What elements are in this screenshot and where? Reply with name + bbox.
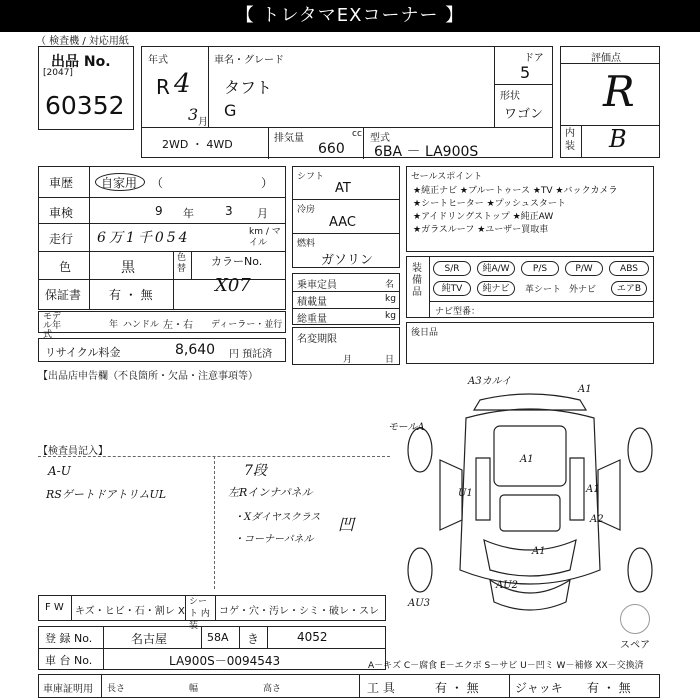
doors-label: ドア — [524, 53, 544, 64]
registration-label: 登 録 No. — [45, 632, 93, 645]
capacity-unit: 名 — [385, 280, 395, 290]
equipment-label: 装備品 — [412, 263, 422, 298]
load-unit: kg — [385, 294, 396, 304]
interior-label: 内装 — [565, 128, 575, 152]
history-value: 自家用 — [101, 176, 138, 190]
body-value: ワゴン — [504, 107, 544, 122]
diagram-mark-right-door: A1 — [586, 484, 600, 495]
equip-aw: 純A/W — [477, 261, 515, 276]
recycle-row — [38, 338, 286, 362]
jack-value: 有 ・ 無 — [587, 681, 631, 695]
history-label: 車歴 — [49, 176, 74, 190]
tool-value: 有 ・ 無 — [435, 681, 479, 695]
handle-label: ハンドル — [123, 320, 160, 330]
selling-point-2: ★シートヒーター ★プッシュスタート — [413, 199, 566, 209]
equip-ext-navi: 外ナビ — [569, 285, 597, 295]
inspector-label: 【検査員記入】 — [38, 446, 108, 457]
notes-label: 【出品店申告欄（不良箇所・欠品・注意事項等） — [38, 371, 258, 382]
inspector-note-7: 7段 — [244, 463, 267, 479]
warranty-label: 保証書 — [45, 288, 82, 302]
model-label: 型式 — [370, 133, 390, 144]
displacement-unit: cc — [352, 129, 362, 139]
month-value: 3 — [188, 105, 199, 124]
score-box — [560, 46, 660, 158]
fuel-label: 燃料 — [297, 239, 316, 249]
model-year-unit: 年 — [109, 320, 119, 330]
capacity-label: 乗車定員 — [297, 280, 337, 291]
load-label: 積載量 — [297, 297, 327, 308]
inspection-year: 9 — [155, 204, 163, 218]
cert-width: 幅 — [189, 684, 199, 694]
shift-value: AT — [335, 181, 351, 196]
jack-label: ジャッキ — [515, 681, 563, 695]
fw-value: キズ・ヒビ・石・割レ X — [75, 606, 185, 617]
diagram-mark-roof: A1 — [520, 454, 534, 465]
registration-number: 4052 — [297, 630, 328, 644]
lot-number: 60352 — [45, 91, 125, 120]
seat-value: コゲ・穴・汚レ・シミ・破レ・スレ — [219, 606, 379, 617]
chassis-label: 車 台 No. — [45, 654, 93, 667]
fw-label: F W — [45, 602, 64, 613]
drive-type: 2WD ・ 4WD — [162, 138, 233, 151]
inspection-year-unit: 年 — [183, 207, 194, 220]
recycle-unit: 円 預託済 — [229, 349, 273, 360]
year-label: 年式 — [148, 55, 168, 66]
top-note: （ 検査機 / 対応用紙 — [36, 36, 129, 47]
inspector-note-1: A-U — [48, 464, 71, 478]
color-value: 黒 — [121, 260, 135, 276]
mileage-unit: km / マイル — [249, 227, 281, 248]
lot-tag: [2047] — [43, 68, 73, 78]
weight-unit: kg — [385, 311, 396, 321]
banner-title: 【 トレタマEXコーナー 】 — [0, 0, 700, 32]
inspector-note-4: ・Xダイヤスクラス — [234, 512, 321, 523]
month-unit: 月 — [198, 117, 208, 128]
score-value: R — [603, 67, 635, 116]
diagram-mark-molding: モールA — [388, 422, 425, 433]
inspector-note-3: 左Rインナパネル — [228, 486, 313, 499]
car-name-label: 車名・グレード — [214, 55, 284, 66]
interior-value: B — [609, 125, 627, 153]
car-name: タフト — [224, 78, 273, 97]
diagram-mark-left-door: U1 — [458, 488, 473, 499]
recycle-value: 8,640 — [175, 342, 216, 358]
diagram-mark-rear-right: A1 — [578, 384, 592, 395]
name-change-box — [292, 327, 400, 365]
mileage-label: 走行 — [49, 232, 74, 246]
equip-ps: P/S — [521, 261, 559, 276]
selling-point-1: ★純正ナビ ★ブルートゥース ★TV ★バックカメラ — [413, 186, 618, 196]
vehicle-info-table — [38, 166, 286, 310]
inspector-note-2: RSゲートドアトリムUL — [46, 488, 167, 501]
cert-height: 高さ — [263, 684, 282, 694]
fw-seat-row — [38, 595, 386, 631]
displacement-value: 660 — [318, 141, 345, 157]
inspector-note-6: 凹 — [338, 515, 355, 534]
model-year-label: モデル年式 — [43, 312, 62, 340]
spare-tire-icon — [620, 604, 650, 634]
ac-value: AAC — [329, 215, 356, 230]
equip-pw: P/W — [565, 261, 603, 276]
dealer-label: ディーラー・並行 — [211, 320, 283, 330]
bottom-row — [38, 674, 660, 698]
car-damage-diagram — [388, 370, 660, 650]
history-paren-close: ） — [261, 176, 274, 190]
displacement-label: 排気量 — [274, 133, 304, 144]
vehicle-header-box — [141, 46, 553, 158]
diagram-mark-right-fender: A2 — [590, 514, 604, 525]
equip-sr: S/R — [433, 261, 471, 276]
hood-outline — [484, 540, 576, 576]
registration-place: 名古屋 — [131, 632, 168, 646]
capacity-table — [292, 273, 400, 325]
equipment-box — [406, 256, 654, 318]
chassis-value: LA900S－0094543 — [169, 654, 281, 668]
color-change-label: 色替 — [177, 253, 187, 274]
inspection-month-unit: 月 — [257, 207, 268, 220]
name-change-day: 日 — [385, 355, 395, 365]
rear-bumper-shape — [474, 394, 586, 410]
recycle-label: リサイクル料金 — [45, 346, 121, 359]
inspection-month: 3 — [225, 204, 233, 218]
name-change-month: 月 — [343, 355, 353, 365]
diagram-mark-front-left: AU3 — [408, 598, 431, 609]
equip-tv: 純TV — [433, 281, 471, 296]
selling-point-4: ★ガラスルーフ ★ユーザー買取車 — [413, 225, 549, 235]
model-value: 6BA － LA900S — [374, 144, 479, 160]
inspector-area — [38, 442, 392, 590]
damage-legend: A－キズ C－腐食 E－エクボ S－サビ U－凹ミ W－補修 XX－交換済 — [368, 661, 644, 671]
cert-length: 長さ — [107, 684, 126, 694]
ac-label: 冷房 — [297, 205, 316, 215]
registration-class: 58A — [207, 631, 229, 644]
garage-cert-label: 車庫証明用 — [43, 684, 93, 695]
post-items-box — [406, 322, 654, 364]
handle-value: 左・右 — [163, 320, 193, 331]
fuel-value: ガソリン — [321, 253, 374, 268]
weight-label: 総重量 — [297, 314, 327, 325]
navi-model-label: ナビ型番： — [435, 307, 481, 317]
year-era: R — [156, 75, 170, 99]
color-no-label: カラーNo. — [211, 255, 263, 268]
equip-airbag: エアB — [611, 281, 647, 296]
equip-navi: 純ナビ — [477, 281, 515, 296]
grade: G — [224, 101, 237, 120]
diagram-mark-hood: A1 — [532, 546, 546, 557]
year-value: 4 — [174, 69, 191, 99]
model-year-row — [38, 311, 286, 340]
warranty-value: 有 ・ 無 — [109, 288, 153, 302]
selling-points-box — [406, 166, 654, 252]
name-change-label: 名変期限 — [297, 334, 337, 345]
inspector-note-5: ・コーナーパネル — [234, 534, 314, 545]
color-label: 色 — [59, 260, 72, 274]
mileage-value: 6万1千054 — [97, 230, 191, 246]
inspection-label: 車検 — [49, 206, 74, 220]
car-body-outline — [460, 409, 600, 584]
selling-label: セールスポイント — [411, 172, 483, 182]
history-paren-open: （ — [151, 176, 164, 190]
lot-box — [38, 46, 134, 130]
shift-label: シフト — [297, 172, 325, 182]
tool-label: 工 具 — [367, 681, 395, 695]
diagram-mark-bumper: AU2 — [496, 580, 519, 591]
selling-point-3: ★アイドリングストップ ★純正AW — [413, 212, 554, 222]
color-no-value: X07 — [215, 275, 251, 296]
spec-table — [292, 166, 400, 268]
score-label: 評価点 — [591, 53, 621, 64]
diagram-mark-rear: A3カルイ — [468, 376, 512, 387]
equip-leather: 革シート — [525, 285, 562, 295]
registration-box — [38, 626, 386, 670]
equip-abs: ABS — [609, 261, 649, 276]
post-items-label: 後日品 — [411, 328, 439, 338]
body-label: 形状 — [500, 91, 520, 102]
registration-kana: き — [247, 632, 260, 646]
seat-label: シート 内装 — [189, 597, 210, 631]
doors-value: 5 — [520, 63, 531, 82]
spare-label: スペア — [620, 640, 650, 651]
lot-label: 出品 No. — [51, 54, 111, 70]
